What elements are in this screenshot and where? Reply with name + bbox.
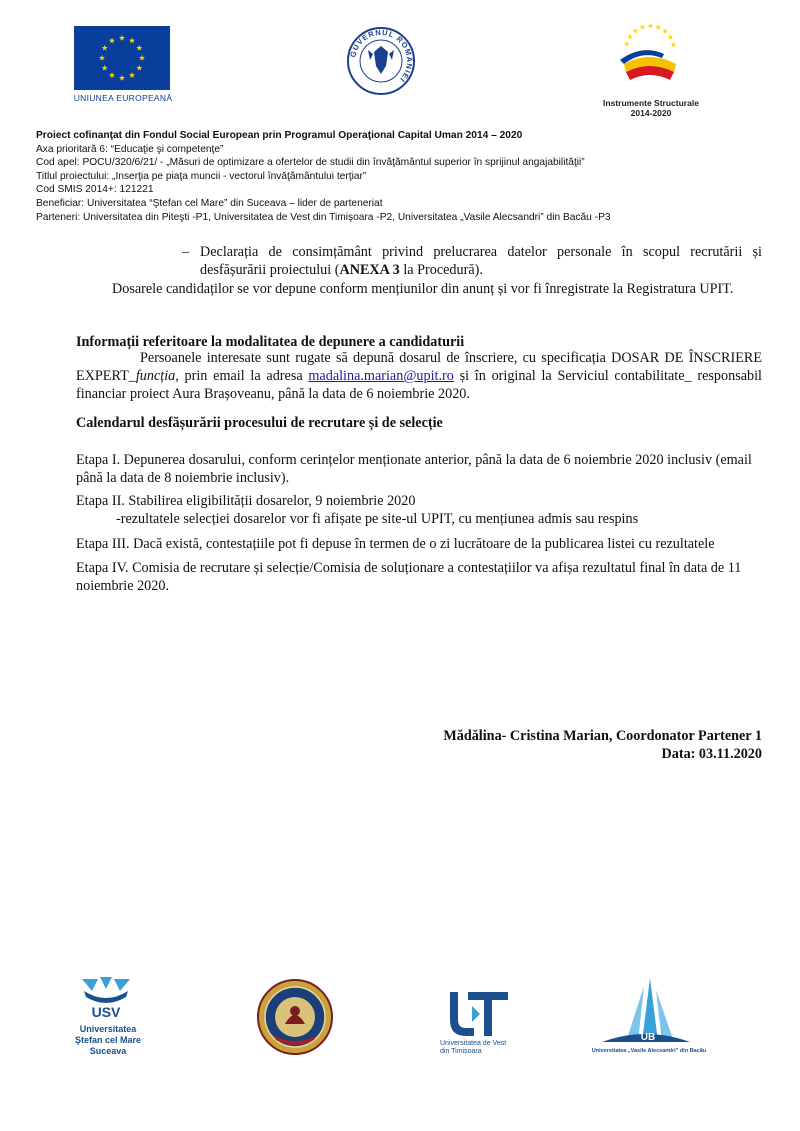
ub-logo bbox=[598, 976, 694, 1046]
eu-star-icon bbox=[119, 35, 125, 41]
etapa-2: Etapa II. Stabilirea eligibilității dosarelor, 9 noiembrie 2020 bbox=[76, 493, 416, 509]
etapa-3: Etapa III. Dacă există, contestațiile pot fi depuse în termen de o zi lucrătoare de la publicarea listei cu rezultatele bbox=[76, 536, 715, 552]
is-star-icon bbox=[655, 24, 661, 29]
is-star-icon bbox=[668, 34, 674, 39]
is-caption-years: 2014-2020 bbox=[630, 108, 672, 118]
gov-seal-text: GUVERNUL ROMÂNIEI bbox=[348, 27, 415, 85]
eu-stars-icon bbox=[74, 26, 170, 90]
project-cod-smis: Cod SMIS 2014+: 121221 bbox=[36, 184, 154, 196]
is-star-icon bbox=[624, 41, 630, 46]
depunere-text: Persoanele interesate sunt rugate să depună dosarul de înscriere, cu specificația DOSAR DE ÎNSCRIERE EXPERT_ bbox=[76, 350, 762, 384]
declaratie-list-item bbox=[182, 243, 762, 279]
eu-star-icon bbox=[136, 45, 142, 51]
project-beneficiar: Beneficiar: Universitatea “Ştefan cel Mare” din Suceava – lider de parteneriat bbox=[36, 197, 383, 209]
email-link[interactable]: madalina.marian@upit.ro bbox=[308, 368, 454, 384]
uvt-caption-line2: din Timișoara bbox=[440, 1048, 482, 1055]
eu-star-icon bbox=[136, 65, 142, 71]
is-caption-title: Instrumente Structurale bbox=[603, 98, 699, 108]
usv-caption-line1: Universitatea bbox=[79, 1024, 137, 1034]
functia-label: funcția, bbox=[135, 368, 179, 384]
uvt-caption-line1: Universitatea de Vest bbox=[440, 1040, 507, 1047]
anexa-3-label: ANEXA 3 bbox=[339, 262, 400, 278]
uvt-logo bbox=[444, 986, 512, 1042]
is-star-icon bbox=[671, 42, 677, 47]
depunere-paragraph bbox=[76, 349, 762, 403]
eu-caption: UNIUNEA EUROPEANĂ bbox=[73, 93, 173, 103]
depunere-text-2: prin email la adresa bbox=[178, 368, 309, 384]
etapa-2-detail: -rezultatele selecției dosarelor vor fi afișate pe site-ul UPIT, cu mențiunea admis sau respins bbox=[116, 511, 639, 527]
depunere-text-3: și în original la Serviciul contabilitate_ responsabil financiar proiect Aura Brașoveanu, până la data de 6 noiembrie 2020. bbox=[76, 368, 762, 402]
eu-star-icon bbox=[99, 55, 105, 61]
eu-flag-logo bbox=[74, 26, 170, 90]
eu-star-icon bbox=[139, 55, 145, 61]
list-dash: – bbox=[182, 244, 190, 260]
eu-star-icon bbox=[102, 45, 108, 51]
depunere-heading: Informații referitoare la modalitatea de depunere a candidaturii bbox=[76, 334, 465, 350]
eu-star-icon bbox=[109, 72, 115, 78]
project-info-block bbox=[36, 129, 766, 224]
etapa-1: Etapa I. Depunerea dosarului, conform cerințelor menționate anterior, până la data de 6 noiembrie 2020 inclusiv (email până la data de 8 noiembrie inclusiv). bbox=[76, 452, 752, 486]
eu-star-icon bbox=[129, 72, 135, 78]
project-cod-apel: Cod apel: POCU/320/6/21/ - „Măsuri de optimizare a ofertelor de studii din învăţământul superior în sprijinul angajabilităţii” bbox=[36, 157, 585, 169]
dosare-paragraph: Dosarele candidaților se vor depune conform mențiunilor din anunț și vor fi înregistrate la Registratura UPIT. bbox=[112, 281, 734, 297]
is-star-icon bbox=[633, 28, 639, 33]
usv-caption bbox=[56, 1024, 160, 1057]
usv-caption-line2: Ştefan cel Mare bbox=[74, 1035, 142, 1045]
instrumente-structurale-caption bbox=[596, 98, 706, 118]
declaratie-text-end: la Procedură). bbox=[399, 262, 483, 278]
project-parteneri: Parteneri: Universitatea din Piteşti -P1, Universitatea de Vest din Timişoara -P2, Universitatea „Vasile Alecsandri” din Bacău -P3 bbox=[36, 211, 611, 223]
is-star-icon bbox=[627, 34, 633, 39]
etapa-4: Etapa IV. Comisia de recrutare și selecție/Comisia de soluționare a contestațiilor va afișa rezultatul final în data de 11 noiembrie 2020. bbox=[76, 560, 742, 594]
is-star-icon bbox=[647, 23, 653, 28]
uvt-caption bbox=[440, 1040, 520, 1056]
eu-star-icon bbox=[119, 75, 125, 81]
instrumente-structurale-logo bbox=[612, 20, 688, 96]
signature-date: Data: 03.11.2020 bbox=[661, 746, 762, 762]
usv-abbr: USV bbox=[91, 1004, 121, 1019]
usv-caption-line3: Suceava bbox=[89, 1046, 127, 1056]
romanian-government-logo bbox=[346, 26, 416, 96]
signature-name: Mădălina- Cristina Marian, Coordonator Partener 1 bbox=[443, 728, 762, 744]
eu-star-icon bbox=[109, 37, 115, 43]
ub-abbr: UB bbox=[640, 1032, 656, 1043]
eu-star-icon bbox=[129, 37, 135, 43]
is-star-icon bbox=[662, 28, 668, 33]
is-star-icon bbox=[640, 24, 646, 29]
usv-logo bbox=[78, 975, 134, 1019]
project-titlul: Titlul proiectului: „Inserţia pe piaţa muncii - vectorul învăţământului terţiar” bbox=[36, 170, 367, 182]
project-axa: Axa prioritară 6: “Educaţie şi competenţe” bbox=[36, 143, 224, 155]
project-title: Proiect cofinanţat din Fondul Social European prin Programul Operaţional Capital Uman 2014 – 2020 bbox=[36, 130, 523, 141]
eu-star-icon bbox=[102, 65, 108, 71]
ub-caption: Universitatea „Vasile Alecsandri” din Bacău bbox=[591, 1048, 707, 1054]
calendar-heading: Calendarul desfășurării procesului de recrutare și de selecție bbox=[76, 415, 443, 431]
declaratie-text: Declarația de consimțământ privind prelucrarea datelor personale în scopul recrutării și desfășurării proiectului ( bbox=[200, 244, 762, 278]
upit-seal-logo bbox=[256, 978, 334, 1056]
